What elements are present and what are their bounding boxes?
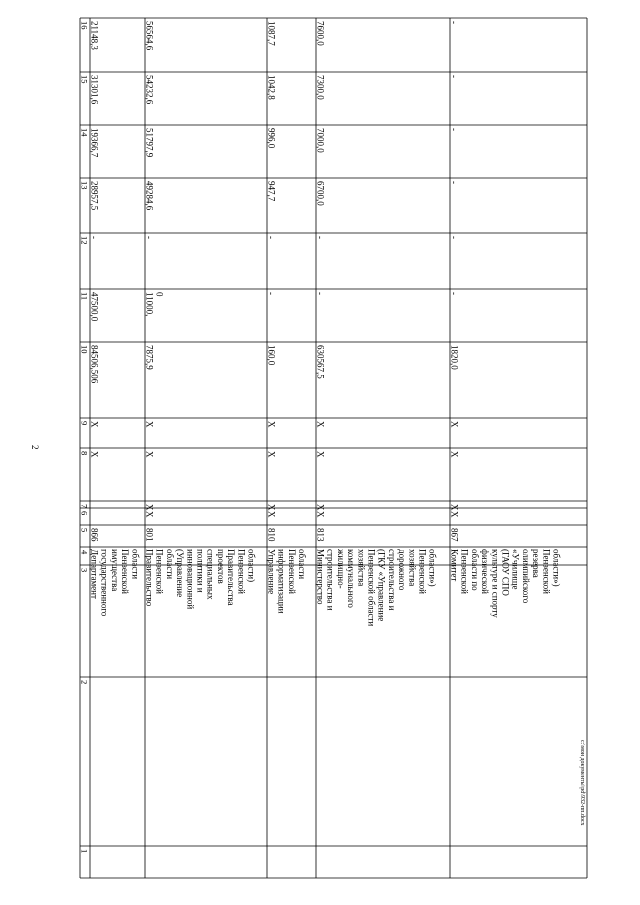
cell-col-11: 47500,0 [89,292,100,322]
column-number-15: 15 [79,75,90,84]
agency-name-line: проектов [215,549,226,584]
column-number-10: 10 [79,345,90,354]
cell-col-10: 630567,5 [315,345,326,379]
agency-name-line: области») [551,549,562,587]
cell-col-9: X [449,421,460,428]
agency-name-line: культуре и спорту [490,549,501,618]
agency-name-line: (Управление [175,549,186,598]
column-number-5: 5 [79,528,90,533]
column-number-6: 6 [79,511,90,516]
agency-name-line: области по [469,549,480,591]
page-number: 2 [30,445,40,450]
cell-col-10: 7875,9 [144,345,155,370]
footer-file-path: c:\мои документы\pd\932-пп.docx [579,740,585,826]
agency-name-line: Пензенской [417,549,428,594]
cell-col-5: 867 [449,528,460,542]
agency-name-line: инновационной [185,549,196,610]
cell-col-8: X [144,451,155,458]
cell-col-5: 866 [89,528,100,542]
agency-name-line: специальных [205,549,216,600]
cell-col-15: 31301,6 [89,75,100,105]
agency-name-line: Министерство [315,549,326,605]
column-number-7: 7 [79,504,90,509]
agency-name-line: олимпийского [520,549,531,604]
cell-col-14: 51797,9 [144,128,155,158]
agency-name-line: резерва [531,549,542,578]
cell-col-10: 1820,0 [449,345,460,370]
cell-col-15: - [449,75,460,78]
column-number-14: 14 [79,128,90,137]
agency-name-line: (ГАОУ СПО [500,549,511,596]
agency-name-line: области [130,549,141,580]
cell-col-11: 11000, [144,292,155,317]
cell-col-9: X [89,421,100,428]
cell-col-9: X [266,421,277,428]
cell-col-12: - [89,236,100,239]
cell-col-12: - [266,236,277,239]
cell-col-16: 1087,7 [266,21,277,46]
cell-col-11: - [315,292,326,295]
cell-col-12: - [144,236,155,239]
cell-col-8: X [266,451,277,458]
cell-col-8: X [449,451,460,458]
cell-col-9: X [315,421,326,428]
agency-name-line: области [164,549,175,580]
cell-col-7: X [315,504,326,511]
agency-name-line: хозяйства [356,549,367,587]
cell-col-11: - [266,292,277,295]
cell-col-16: - [449,21,460,24]
cell-col-6: X [144,511,155,518]
agency-name-line: государственного [99,549,110,617]
agency-name-line: Пензенской [120,549,131,594]
agency-name-line: Управление [266,549,277,595]
agency-name-line: строительства и [325,549,336,611]
cell-col-12: - [315,236,326,239]
cell-col-12: - [449,236,460,239]
agency-name-line: Правительство [144,549,155,607]
agency-name-line: Департамент [89,549,100,599]
column-number-1: 1 [79,849,90,854]
column-number-9: 9 [79,421,90,426]
column-number-4: 4 [79,550,90,555]
cell-col-16: 56564,6 [144,21,155,51]
agency-name-line: физической [480,549,491,594]
cell-col-15: 54232,6 [144,75,155,105]
cell-col-7: X [266,504,277,511]
cell-col-14: - [449,128,460,131]
cell-col-6: X [315,511,326,518]
agency-name-line: дорожного [397,549,408,591]
cell-col-5: 810 [266,528,277,542]
column-number-2: 2 [79,680,90,685]
column-number-8: 8 [79,451,90,456]
cell-col-11: - [449,292,460,295]
agency-name-line: Пензенской [286,549,297,594]
cell-col-6: X [449,511,460,518]
cell-col-10: 160,0 [266,345,277,366]
agency-name-line: Пензенской [154,549,165,594]
cell-col-15: 7300,0 [315,75,326,100]
cell-col-15: 1042,8 [266,75,277,100]
agency-name-line: хозяйства [407,549,418,587]
cell-col-13: - [449,181,460,184]
agency-name-line: коммунального [346,549,357,608]
column-number-16: 16 [79,21,90,30]
cell-col-5: 813 [315,528,326,542]
cell-col-13: 28957,5 [89,181,100,211]
cell-col-16: 21148,3 [89,21,100,50]
column-number-11: 11 [79,292,90,301]
agency-name-line: Правительства [226,549,237,606]
cell-col-13: 947,7 [266,181,277,202]
agency-name-line: политики и [195,549,206,593]
cell-col-5: 801 [144,528,155,542]
cell-col-10: 84506,506 [89,345,100,384]
cell-col-11: 0 [154,292,165,297]
column-number-13: 13 [79,181,90,190]
agency-name-line: строительства и [386,549,397,611]
cell-col-9: X [144,421,155,428]
cell-col-14: 19366,7 [89,128,100,158]
column-number-12: 12 [79,236,90,245]
agency-name-line: Пензенской области [366,549,377,627]
cell-col-8: X [89,451,100,458]
cell-col-14: 996,0 [266,128,277,149]
agency-name-line: «Училище [510,549,521,590]
cell-col-7: X [144,504,155,511]
agency-name-line: Пензенской [541,549,552,594]
column-number-3: 3 [79,568,90,573]
cell-col-16: 7600,0 [315,21,326,46]
agency-name-line: области [297,549,308,580]
cell-col-13: 6700,0 [315,181,326,206]
cell-col-14: 7000,0 [315,128,326,153]
agency-name-line: Пензенской [459,549,470,594]
cell-col-7: X [449,504,460,511]
agency-name-line: Комитет [449,549,460,582]
agency-name-line: информатизации [276,549,287,614]
cell-col-13: 49284,6 [144,181,155,211]
cell-col-8: X [315,451,326,458]
agency-name-line: Пензенской [236,549,247,594]
agency-name-line: области) [246,549,257,583]
agency-name-line: имущества [109,549,120,592]
agency-name-line: (ГКУ «Управление [376,549,387,622]
agency-name-line: области») [427,549,438,587]
agency-name-line: жилищно- [335,549,346,589]
cell-col-6: X [266,511,277,518]
